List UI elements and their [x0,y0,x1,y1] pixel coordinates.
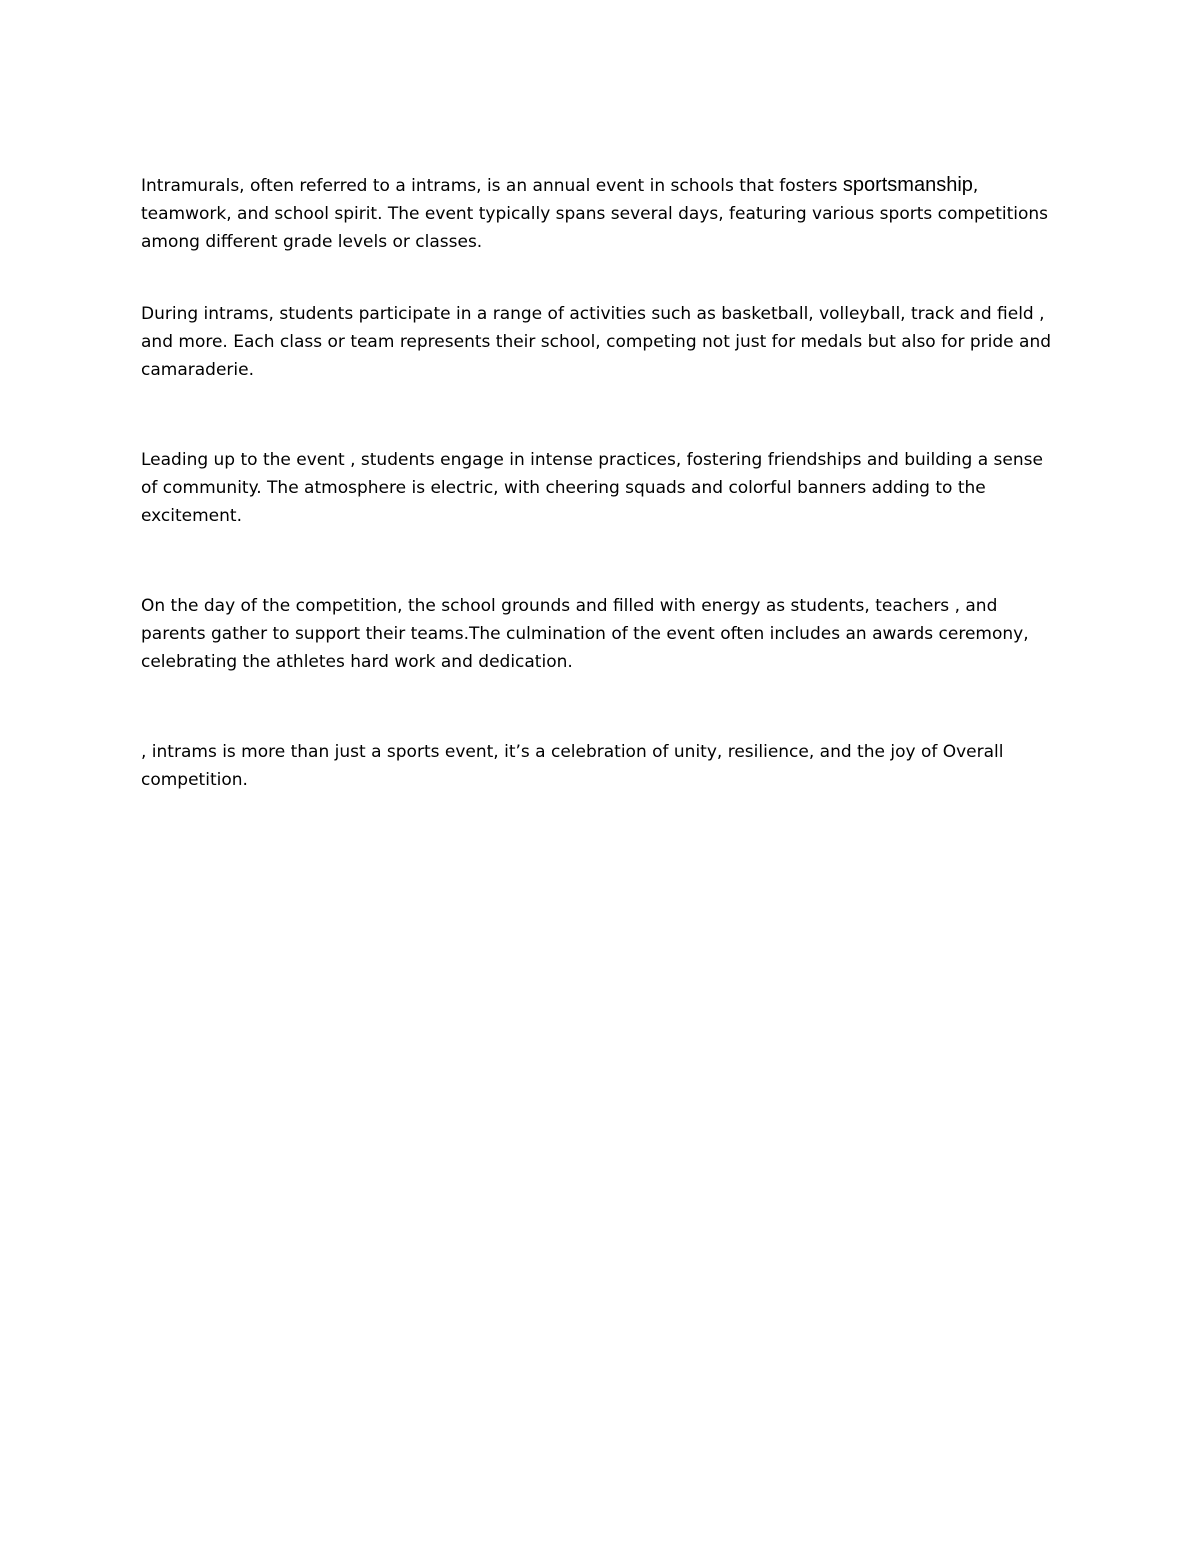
paragraph-conclusion: , intrams is more than just a sports event, it’s a celebration of unity, resilience, and the joy of Overall competition. [141,742,1004,790]
emphasized-word: sportsmanship [842,174,973,196]
document-body [141,171,1061,794]
paragraph-intro-start: Intramurals, often referred to a intrams, is an annual event in schools that fosters [141,176,843,196]
paragraph-activities: During intrams, students participate in a range of activities such as basketball, volleyball, track and field , and more. Each class or team represents their school, competing not just for medals but also for pride and camaraderie. [141,304,1052,380]
paragraph-preparation: Leading up to the event , students engage in intense practices, fostering friendships and building a sense of community. The atmosphere is electric, with cheering squads and colorful banners adding to the excitement. [141,450,1043,526]
paragraph-intro [141,171,1061,256]
paragraph-intro-end: , teamwork, and school spirit. The event typically spans several days, featuring various sports competitions among different grade levels or classes. [141,176,1049,252]
paragraph-competition-day: On the day of the competition, the school grounds and filled with energy as students, teachers , and parents gather to support their teams.The culmination of the event often includes an awards ceremony, celebrating the athletes hard work and dedication. [141,596,1029,672]
